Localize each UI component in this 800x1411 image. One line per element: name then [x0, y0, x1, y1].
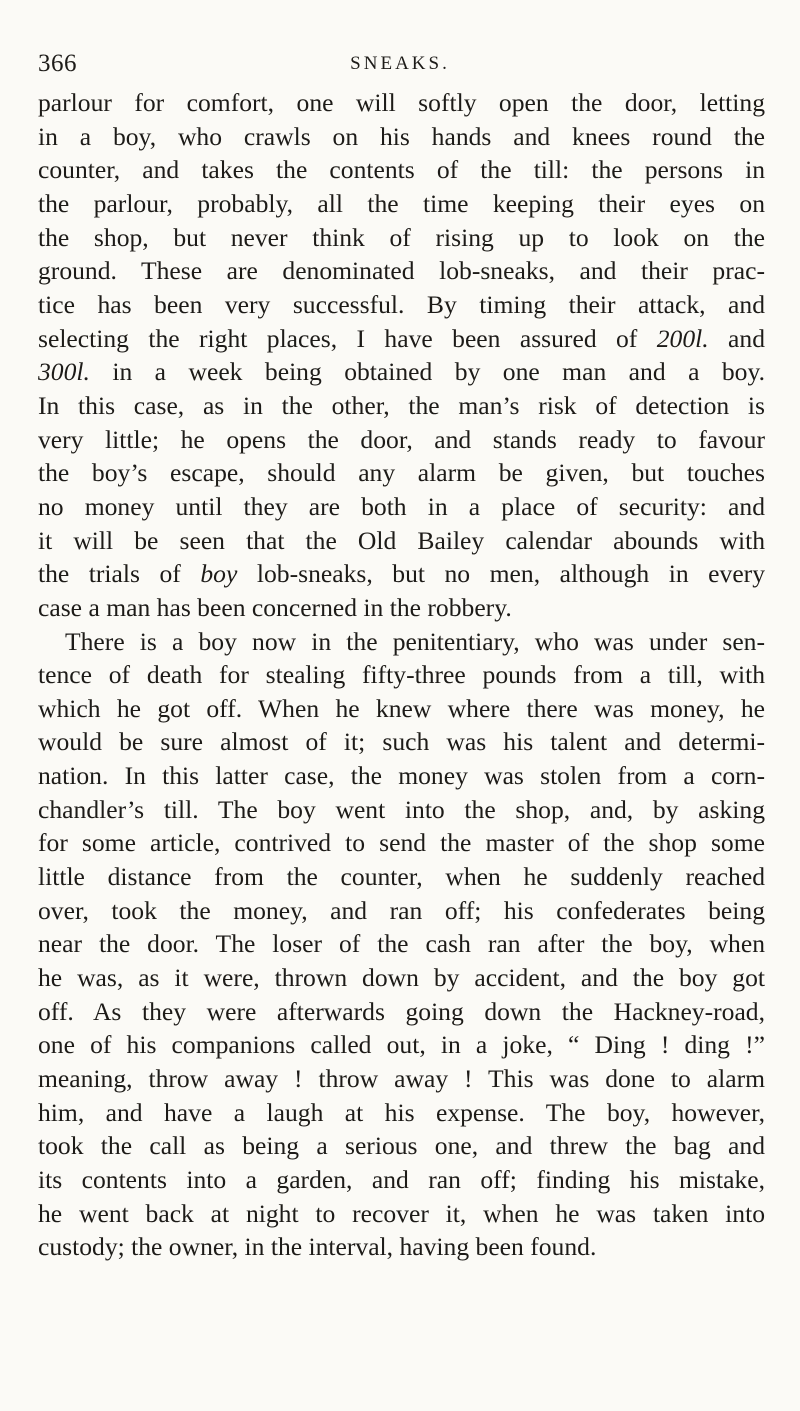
- text-line: [38, 1197, 765, 1231]
- text-segment: case a man has been concerned in the robbery.: [38, 592, 512, 622]
- text-segment: There is a boy now in the penitentiary, who was under sen-: [65, 626, 765, 656]
- text-line: [38, 187, 765, 221]
- text-line: [38, 86, 765, 120]
- text-segment: in a boy, who crawls on his hands and knees round the: [38, 121, 765, 151]
- page-header: [38, 50, 762, 84]
- text-segment: tice has been very successful. By timing their attack, and: [38, 289, 765, 319]
- text-segment: custody; the owner, in the interval, having been found.: [38, 1232, 597, 1262]
- text-line: [38, 927, 765, 961]
- text-segment: the boy’s escape, should any alarm be given, but touches: [38, 458, 765, 488]
- text-segment: chandler’s till. The boy went into the shop, and, by asking: [38, 794, 765, 824]
- text-segment: and: [708, 323, 765, 353]
- text-segment: him, and have a laugh at his expense. The boy, however,: [38, 1097, 765, 1127]
- text-line: [38, 793, 765, 827]
- text-segment: nation. In this latter case, the money was stolen from a corn-: [38, 761, 765, 791]
- running-head: SNEAKS.: [350, 53, 450, 74]
- text-line: [38, 456, 765, 490]
- text-segment: it will be seen that the Old Bailey calendar abounds with: [38, 525, 765, 555]
- text-segment: the shop, but never think of rising up to look on the: [38, 222, 765, 252]
- text-line: [38, 288, 765, 322]
- text-line: [38, 120, 765, 154]
- text-segment: tence of death for stealing fifty-three pounds from a till, with: [38, 660, 765, 690]
- text-line: [38, 389, 765, 423]
- text-segment: one of his companions called out, in a joke, “ Ding ! ding !”: [38, 1030, 765, 1060]
- text-segment: its contents into a garden, and ran off; finding his mistake,: [38, 1165, 765, 1194]
- italic-segment: boy: [200, 559, 238, 589]
- italic-segment: 200l.: [656, 323, 709, 353]
- text-segment: lob-sneaks, but no men, although in every: [237, 559, 766, 589]
- text-line: [38, 557, 765, 591]
- text-line: [38, 591, 765, 625]
- body-text: [38, 86, 765, 1264]
- text-line: [38, 1163, 765, 1197]
- text-segment: In this case, as in the other, the man’s risk of detection is: [38, 390, 765, 420]
- text-segment: near the door. The loser of the cash ran after the boy, when: [38, 929, 765, 959]
- text-line: [38, 725, 765, 759]
- text-line: [38, 995, 765, 1029]
- text-segment: which he got off. When he knew where there was money, he: [38, 693, 765, 723]
- text-line: [38, 625, 765, 659]
- text-line: [38, 1028, 765, 1062]
- text-segment: off. As they were afterwards going down the Hackney-road,: [38, 996, 765, 1026]
- text-segment: selecting the right places, I have been assured of: [38, 323, 657, 353]
- text-line: [38, 355, 765, 389]
- text-segment: meaning, throw away ! throw away ! This was done to alarm: [38, 1064, 765, 1094]
- text-segment: no money until they are both in a place of security: and: [38, 491, 765, 521]
- text-segment: very little; he opens the door, and stands ready to favour: [38, 424, 765, 454]
- text-line: [38, 1096, 765, 1130]
- text-segment: took the call as being a serious one, and threw the bag and: [38, 1131, 765, 1161]
- text-line: [38, 1129, 765, 1163]
- text-line: [38, 658, 765, 692]
- italic-segment: 300l.: [38, 357, 90, 387]
- text-line: [38, 153, 765, 187]
- text-segment: he was, as it were, thrown down by accident, and the boy got: [38, 963, 765, 993]
- text-line: [38, 894, 765, 928]
- text-line: [38, 1062, 765, 1096]
- text-segment: little distance from the counter, when he suddenly reached: [38, 862, 765, 892]
- text-segment: for some article, contrived to send the master of the shop some: [38, 828, 765, 858]
- text-segment: the trials of: [38, 559, 201, 589]
- text-line: [38, 826, 765, 860]
- text-line: [38, 423, 765, 457]
- text-line: [38, 860, 765, 894]
- text-line: [38, 759, 765, 793]
- text-segment: in a week being obtained by one man and a boy.: [89, 357, 765, 387]
- text-segment: would be sure almost of it; such was his talent and determi-: [38, 727, 765, 757]
- text-line: [38, 322, 765, 356]
- text-line: [38, 490, 765, 524]
- page-number: 366: [38, 50, 77, 77]
- text-line: [38, 1230, 765, 1264]
- text-line: [38, 221, 765, 255]
- text-segment: he went back at night to recover it, when he was taken into: [38, 1198, 765, 1228]
- text-segment: ground. These are denominated lob-sneaks, and their prac-: [38, 256, 765, 286]
- text-segment: the parlour, probably, all the time keeping their eyes on: [38, 188, 765, 218]
- text-line: [38, 524, 765, 558]
- text-segment: counter, and takes the contents of the till: the persons in: [38, 155, 765, 185]
- text-line: [38, 254, 765, 288]
- text-segment: over, took the money, and ran off; his confederates being: [38, 895, 765, 925]
- text-line: [38, 692, 765, 726]
- text-segment: parlour for comfort, one will softly open the door, letting: [38, 88, 765, 117]
- text-line: [38, 961, 765, 995]
